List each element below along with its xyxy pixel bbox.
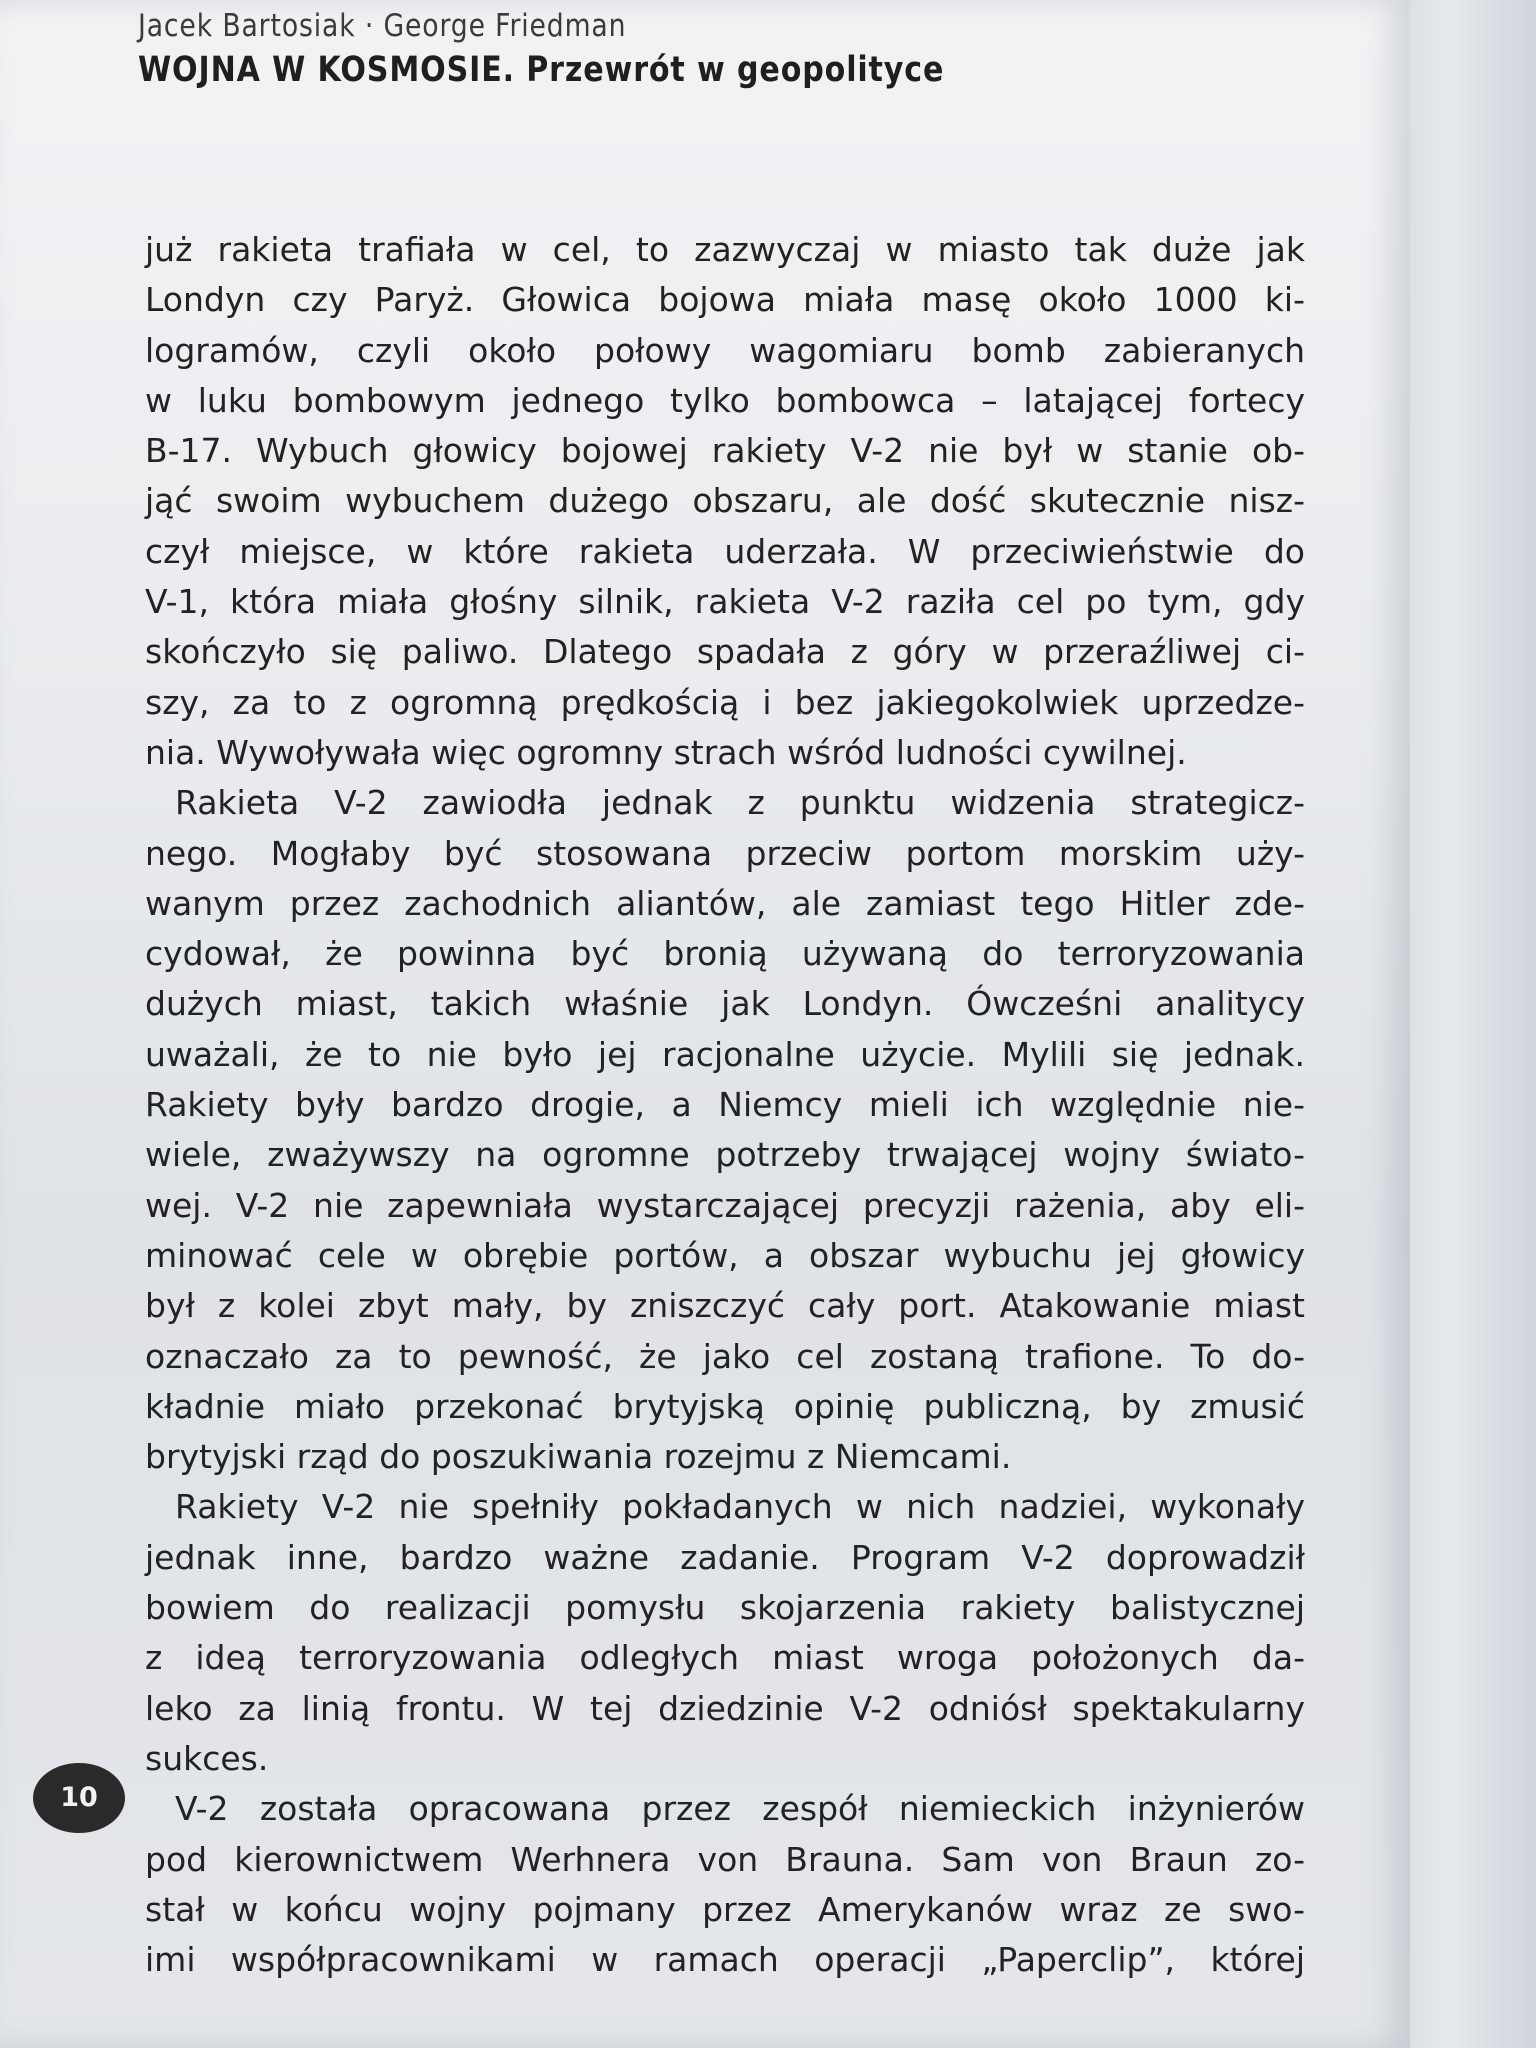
- text-line: jąć swoim wybuchem dużego obszaru, ale dość skutecznie nisz-: [145, 481, 1305, 521]
- text-line: wanym przez zachodnich aliantów, ale zamiast tego Hitler zde-: [145, 883, 1305, 923]
- text-line: brytyjski rząd do poszukiwania rozejmu z Niemcami.: [145, 1437, 1012, 1477]
- text-line: Rakiety były bardzo drogie, a Niemcy mieli ich względnie nie-: [145, 1085, 1305, 1125]
- text-line: w luku bombowym jednego tylko bombowca – latającej fortecy: [145, 380, 1305, 420]
- text-line: z ideą terroryzowania odległych miast wroga położonych da-: [145, 1638, 1305, 1678]
- text-line: nego. Mogłaby być stosowana przeciw portom morskim uży-: [145, 833, 1305, 873]
- text-line: był z kolei zbyt mały, by zniszczyć cały port. Atakowanie miast: [145, 1286, 1305, 1326]
- text-line: B-17. Wybuch głowicy bojowej rakiety V-2 nie był w stanie ob-: [145, 431, 1305, 471]
- text-line: Rakiety V-2 nie spełniły pokładanych w nich nadziei, wykonały: [175, 1487, 1305, 1527]
- text-line: oznaczało za to pewność, że jako cel zostaną trafione. To do-: [145, 1336, 1305, 1376]
- text-line: wej. V-2 nie zapewniała wystarczającej precyzji rażenia, aby eli-: [145, 1185, 1305, 1225]
- text-line: logramów, czyli około połowy wagomiaru bomb zabieranych: [145, 330, 1305, 370]
- text-line: już rakieta trafiała w cel, to zazwyczaj w miasto tak duże jak: [145, 230, 1305, 269]
- book-title: WOJNA W KOSMOSIE. Przewrót w geopolityce: [138, 50, 945, 90]
- text-line: cydował, że powinna być bronią używaną do terroryzowania: [145, 934, 1305, 974]
- text-line: kładnie miało przekonać brytyjską opinię publiczną, by zmusić: [145, 1386, 1305, 1426]
- text-line: leko za linią frontu. W tej dziedzinie V-2 odniósł spektakularny: [145, 1688, 1305, 1728]
- text-line: stał w końcu wojny pojmany przez Amerykanów wraz ze swo-: [145, 1889, 1305, 1929]
- text-line: jednak inne, bardzo ważne zadanie. Program V-2 doprowadził: [145, 1537, 1305, 1577]
- text-line: skończyło się paliwo. Dlatego spadała z góry w przeraźliwej ci-: [145, 632, 1305, 672]
- text-line: nia. Wywoływała więc ogromny strach wśród ludności cywilnej.: [145, 732, 1187, 772]
- running-header: [138, 8, 1076, 90]
- text-line: Londyn czy Paryż. Głowica bojowa miała masę około 1000 ki-: [145, 280, 1305, 320]
- text-line: V-1, która miała głośny silnik, rakieta V-2 raziła cel po tym, gdy: [145, 582, 1305, 622]
- text-line: imi współpracownikami w ramach operacji „Paperclip”, której: [145, 1940, 1305, 1980]
- book-authors: Jacek Bartosiak · George Friedman: [138, 8, 627, 44]
- text-line: sukces.: [145, 1738, 269, 1778]
- text-line: pod kierownictwem Werhnera von Brauna. Sam von Braun zo-: [145, 1839, 1305, 1879]
- text-line: bowiem do realizacji pomysłu skojarzenia rakiety balistycznej: [145, 1588, 1305, 1628]
- text-line: Rakieta V-2 zawiodła jednak z punktu widzenia strategicz-: [175, 783, 1305, 823]
- text-line: szy, za to z ogromną prędkością i bez jakiegokolwiek uprzedze-: [145, 682, 1305, 722]
- page-number-badge: 10: [33, 1763, 125, 1833]
- text-line: wiele, zważywszy na ogromne potrzeby trwającej wojny świato-: [145, 1135, 1305, 1175]
- body-text: [145, 225, 1305, 1985]
- text-line: minować cele w obrębie portów, a obszar wybuchu jej głowicy: [145, 1235, 1305, 1275]
- text-line: czył miejsce, w które rakieta uderzała. W przeciwieństwie do: [145, 531, 1305, 571]
- text-line: V-2 została opracowana przez zespół niemieckich inżynierów: [175, 1789, 1305, 1829]
- text-line: uważali, że to nie było jej racjonalne użycie. Mylili się jednak.: [145, 1034, 1305, 1074]
- adjacent-page-edge: [1410, 0, 1536, 2048]
- text-line: dużych miast, takich właśnie jak Londyn. Ówcześni analitycy: [145, 984, 1305, 1024]
